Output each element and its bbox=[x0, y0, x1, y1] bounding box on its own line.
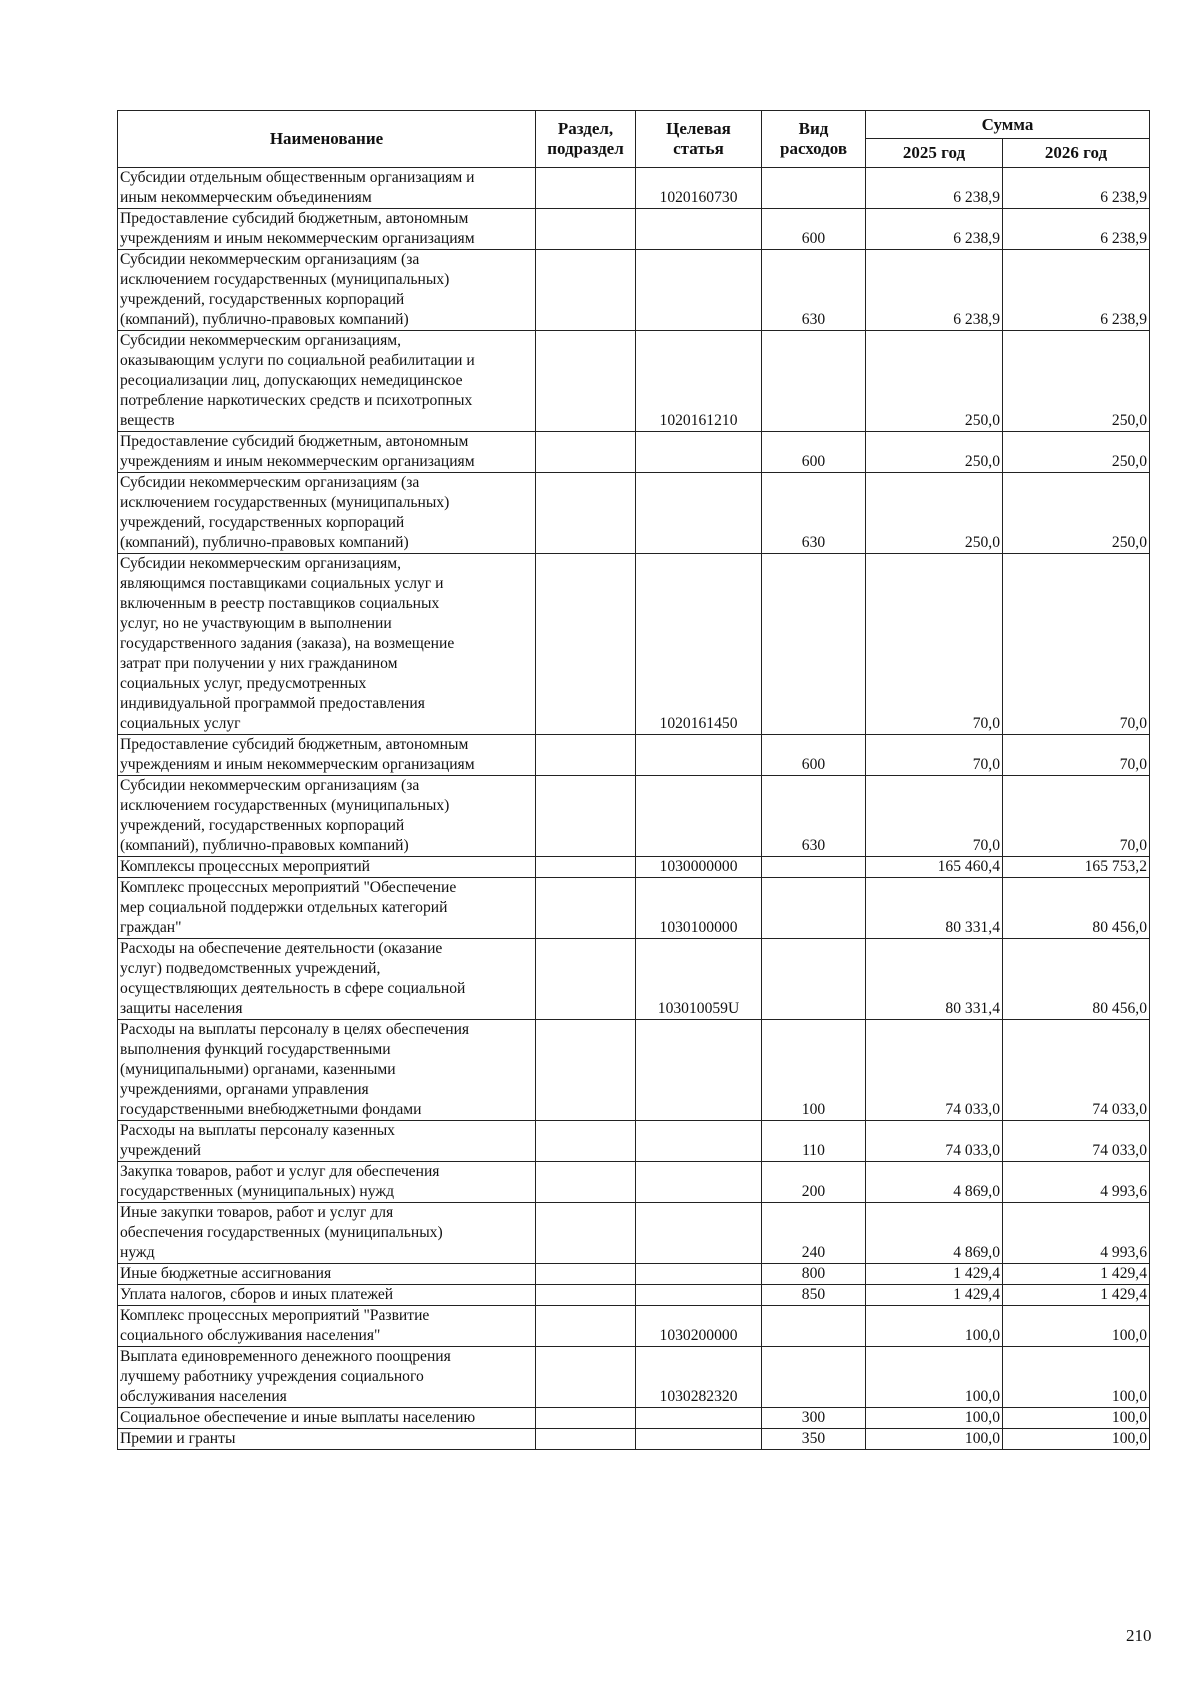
table-row bbox=[118, 1203, 1150, 1264]
table-row bbox=[118, 168, 1150, 209]
table-row bbox=[118, 1347, 1150, 1408]
cell-target bbox=[636, 1429, 762, 1450]
header-kind: Вид расходов bbox=[762, 111, 866, 168]
cell-target bbox=[636, 432, 762, 473]
table-row bbox=[118, 1020, 1150, 1121]
cell-section bbox=[536, 878, 636, 939]
cell-section bbox=[536, 1162, 636, 1203]
cell-kind bbox=[762, 1347, 866, 1408]
cell-2026: 74 033,0 bbox=[1003, 1121, 1150, 1162]
cell-2026: 100,0 bbox=[1003, 1306, 1150, 1347]
cell-name: Субсидии некоммерческим организациям (за исключением государственных (муниципальных) учреждений, государственных корпораций (компаний), публично-правовых компаний) bbox=[118, 250, 536, 331]
cell-section bbox=[536, 1264, 636, 1285]
cell-2025: 100,0 bbox=[866, 1306, 1003, 1347]
cell-2025: 6 238,9 bbox=[866, 168, 1003, 209]
cell-name: Расходы на обеспечение деятельности (оказание услуг) подведомственных учреждений, осуществляющих деятельность в сфере социальной защиты населения bbox=[118, 939, 536, 1020]
cell-name: Расходы на выплаты персоналу казенных учреждений bbox=[118, 1121, 536, 1162]
cell-target: 1030000000 bbox=[636, 857, 762, 878]
table-row bbox=[118, 735, 1150, 776]
cell-2025: 70,0 bbox=[866, 735, 1003, 776]
table-row bbox=[118, 1306, 1150, 1347]
cell-name: Комплексы процессных мероприятий bbox=[118, 857, 536, 878]
cell-target bbox=[636, 1121, 762, 1162]
cell-name: Субсидии некоммерческим организациям (за исключением государственных (муниципальных) учреждений, государственных корпораций (компаний), публично-правовых компаний) bbox=[118, 776, 536, 857]
cell-2025: 70,0 bbox=[866, 554, 1003, 735]
cell-section bbox=[536, 331, 636, 432]
table-row bbox=[118, 432, 1150, 473]
header-sum: Сумма bbox=[866, 111, 1150, 139]
cell-kind bbox=[762, 1306, 866, 1347]
cell-2025: 100,0 bbox=[866, 1408, 1003, 1429]
cell-kind bbox=[762, 168, 866, 209]
cell-2026: 80 456,0 bbox=[1003, 878, 1150, 939]
cell-2025: 250,0 bbox=[866, 432, 1003, 473]
table-row bbox=[118, 1162, 1150, 1203]
cell-section bbox=[536, 1306, 636, 1347]
cell-kind: 600 bbox=[762, 735, 866, 776]
cell-kind: 600 bbox=[762, 209, 866, 250]
cell-kind: 110 bbox=[762, 1121, 866, 1162]
table-row bbox=[118, 473, 1150, 554]
cell-kind: 200 bbox=[762, 1162, 866, 1203]
table-row bbox=[118, 250, 1150, 331]
cell-2026: 6 238,9 bbox=[1003, 209, 1150, 250]
cell-name: Субсидии некоммерческим организациям (за исключением государственных (муниципальных) учреждений, государственных корпораций (компаний), публично-правовых компаний) bbox=[118, 473, 536, 554]
cell-2025: 6 238,9 bbox=[866, 209, 1003, 250]
table-row bbox=[118, 776, 1150, 857]
table-row bbox=[118, 1285, 1150, 1306]
cell-target bbox=[636, 1408, 762, 1429]
cell-kind: 630 bbox=[762, 473, 866, 554]
page-number: 210 bbox=[1126, 1626, 1152, 1645]
cell-2025: 74 033,0 bbox=[866, 1121, 1003, 1162]
cell-section bbox=[536, 939, 636, 1020]
cell-name: Закупка товаров, работ и услуг для обеспечения государственных (муниципальных) нужд bbox=[118, 1162, 536, 1203]
cell-target bbox=[636, 209, 762, 250]
cell-section bbox=[536, 1020, 636, 1121]
cell-2026: 250,0 bbox=[1003, 432, 1150, 473]
cell-2026: 165 753,2 bbox=[1003, 857, 1150, 878]
cell-2025: 80 331,4 bbox=[866, 878, 1003, 939]
cell-2026: 4 993,6 bbox=[1003, 1203, 1150, 1264]
cell-target bbox=[636, 776, 762, 857]
cell-name: Расходы на выплаты персоналу в целях обеспечения выполнения функций государственными (муниципальными) органами, казенными учреждениями, органами управления государственными внебюджетными фондами bbox=[118, 1020, 536, 1121]
cell-section bbox=[536, 1285, 636, 1306]
header-2026: 2026 год bbox=[1003, 139, 1150, 168]
cell-2025: 4 869,0 bbox=[866, 1203, 1003, 1264]
cell-2026: 70,0 bbox=[1003, 776, 1150, 857]
cell-2025: 4 869,0 bbox=[866, 1162, 1003, 1203]
cell-2026: 100,0 bbox=[1003, 1429, 1150, 1450]
cell-kind: 350 bbox=[762, 1429, 866, 1450]
cell-name: Предоставление субсидий бюджетным, автономным учреждениям и иным некоммерческим организациям bbox=[118, 209, 536, 250]
cell-kind bbox=[762, 939, 866, 1020]
table-row bbox=[118, 1264, 1150, 1285]
cell-2026: 6 238,9 bbox=[1003, 250, 1150, 331]
cell-kind: 300 bbox=[762, 1408, 866, 1429]
cell-target bbox=[636, 1020, 762, 1121]
cell-target bbox=[636, 1162, 762, 1203]
table-row bbox=[118, 857, 1150, 878]
header-name: Наименование bbox=[118, 111, 536, 168]
cell-target bbox=[636, 735, 762, 776]
cell-section bbox=[536, 250, 636, 331]
header-section: Раздел, подраздел bbox=[536, 111, 636, 168]
cell-target bbox=[636, 1203, 762, 1264]
table-row bbox=[118, 1408, 1150, 1429]
cell-2025: 250,0 bbox=[866, 473, 1003, 554]
cell-kind: 100 bbox=[762, 1020, 866, 1121]
cell-2025: 1 429,4 bbox=[866, 1264, 1003, 1285]
cell-name: Субсидии некоммерческим организациям, оказывающим услуги по социальной реабилитации и ресоциализации лиц, допускающих немедицинское потребление наркотических средств и психотропных веществ bbox=[118, 331, 536, 432]
cell-2026: 1 429,4 bbox=[1003, 1264, 1150, 1285]
cell-target bbox=[636, 473, 762, 554]
table-row bbox=[118, 554, 1150, 735]
table-body bbox=[118, 168, 1150, 1450]
cell-2026: 70,0 bbox=[1003, 554, 1150, 735]
cell-2026: 1 429,4 bbox=[1003, 1285, 1150, 1306]
table-header bbox=[118, 111, 1150, 168]
cell-kind: 630 bbox=[762, 776, 866, 857]
cell-target: 1030200000 bbox=[636, 1306, 762, 1347]
cell-section bbox=[536, 776, 636, 857]
cell-2025: 250,0 bbox=[866, 331, 1003, 432]
cell-target: 1030100000 bbox=[636, 878, 762, 939]
cell-section bbox=[536, 554, 636, 735]
cell-name: Субсидии некоммерческим организациям, являющимся поставщиками социальных услуг и включенным в реестр поставщиков социальных услуг, но не участвующим в выполнении государственного задания (заказа), на возмещение затрат при получении у них гражданином социальных услуг, предусмотренных индивидуальной программой предоставления социальных услуг bbox=[118, 554, 536, 735]
cell-2026: 100,0 bbox=[1003, 1408, 1150, 1429]
cell-section bbox=[536, 1203, 636, 1264]
cell-2025: 6 238,9 bbox=[866, 250, 1003, 331]
cell-2025: 74 033,0 bbox=[866, 1020, 1003, 1121]
cell-2026: 80 456,0 bbox=[1003, 939, 1150, 1020]
cell-2026: 6 238,9 bbox=[1003, 168, 1150, 209]
cell-name: Предоставление субсидий бюджетным, автономным учреждениям и иным некоммерческим организациям bbox=[118, 735, 536, 776]
cell-kind: 600 bbox=[762, 432, 866, 473]
table-row bbox=[118, 1121, 1150, 1162]
cell-target: 1020161210 bbox=[636, 331, 762, 432]
cell-name: Премии и гранты bbox=[118, 1429, 536, 1450]
cell-name: Социальное обеспечение и иные выплаты населению bbox=[118, 1408, 536, 1429]
cell-target bbox=[636, 250, 762, 331]
cell-target: 1020161450 bbox=[636, 554, 762, 735]
cell-name: Иные закупки товаров, работ и услуг для обеспечения государственных (муниципальных) нужд bbox=[118, 1203, 536, 1264]
cell-section bbox=[536, 1347, 636, 1408]
cell-2025: 165 460,4 bbox=[866, 857, 1003, 878]
table-row bbox=[118, 939, 1150, 1020]
cell-name: Уплата налогов, сборов и иных платежей bbox=[118, 1285, 536, 1306]
cell-name: Комплекс процессных мероприятий "Развитие социального обслуживания населения" bbox=[118, 1306, 536, 1347]
cell-section bbox=[536, 735, 636, 776]
cell-name: Иные бюджетные ассигнования bbox=[118, 1264, 536, 1285]
cell-kind: 800 bbox=[762, 1264, 866, 1285]
cell-2025: 70,0 bbox=[866, 776, 1003, 857]
cell-2025: 80 331,4 bbox=[866, 939, 1003, 1020]
cell-section bbox=[536, 432, 636, 473]
cell-2026: 100,0 bbox=[1003, 1347, 1150, 1408]
table-row bbox=[118, 1429, 1150, 1450]
cell-name: Предоставление субсидий бюджетным, автономным учреждениям и иным некоммерческим организациям bbox=[118, 432, 536, 473]
cell-name: Выплата единовременного денежного поощрения лучшему работнику учреждения социального обслуживания населения bbox=[118, 1347, 536, 1408]
table-row bbox=[118, 878, 1150, 939]
budget-table bbox=[117, 110, 1150, 1450]
cell-section bbox=[536, 1121, 636, 1162]
header-target: Целевая статья bbox=[636, 111, 762, 168]
cell-target: 103010059U bbox=[636, 939, 762, 1020]
table-row bbox=[118, 209, 1150, 250]
cell-section bbox=[536, 473, 636, 554]
cell-name: Комплекс процессных мероприятий "Обеспечение мер социальной поддержки отдельных категорий граждан" bbox=[118, 878, 536, 939]
cell-2026: 70,0 bbox=[1003, 735, 1150, 776]
cell-2026: 250,0 bbox=[1003, 331, 1150, 432]
cell-target: 1030282320 bbox=[636, 1347, 762, 1408]
cell-2025: 100,0 bbox=[866, 1347, 1003, 1408]
cell-2025: 1 429,4 bbox=[866, 1285, 1003, 1306]
cell-target bbox=[636, 1285, 762, 1306]
cell-kind: 240 bbox=[762, 1203, 866, 1264]
cell-2026: 4 993,6 bbox=[1003, 1162, 1150, 1203]
cell-target bbox=[636, 1264, 762, 1285]
cell-kind bbox=[762, 878, 866, 939]
cell-2026: 74 033,0 bbox=[1003, 1020, 1150, 1121]
cell-2026: 250,0 bbox=[1003, 473, 1150, 554]
cell-section bbox=[536, 1429, 636, 1450]
cell-section bbox=[536, 857, 636, 878]
cell-section bbox=[536, 209, 636, 250]
cell-kind: 850 bbox=[762, 1285, 866, 1306]
cell-section bbox=[536, 1408, 636, 1429]
cell-kind bbox=[762, 857, 866, 878]
cell-2025: 100,0 bbox=[866, 1429, 1003, 1450]
cell-kind: 630 bbox=[762, 250, 866, 331]
table-row bbox=[118, 331, 1150, 432]
cell-kind bbox=[762, 554, 866, 735]
cell-name: Субсидии отдельным общественным организациям и иным некоммерческим объединениям bbox=[118, 168, 536, 209]
cell-target: 1020160730 bbox=[636, 168, 762, 209]
cell-kind bbox=[762, 331, 866, 432]
cell-section bbox=[536, 168, 636, 209]
header-2025: 2025 год bbox=[866, 139, 1003, 168]
